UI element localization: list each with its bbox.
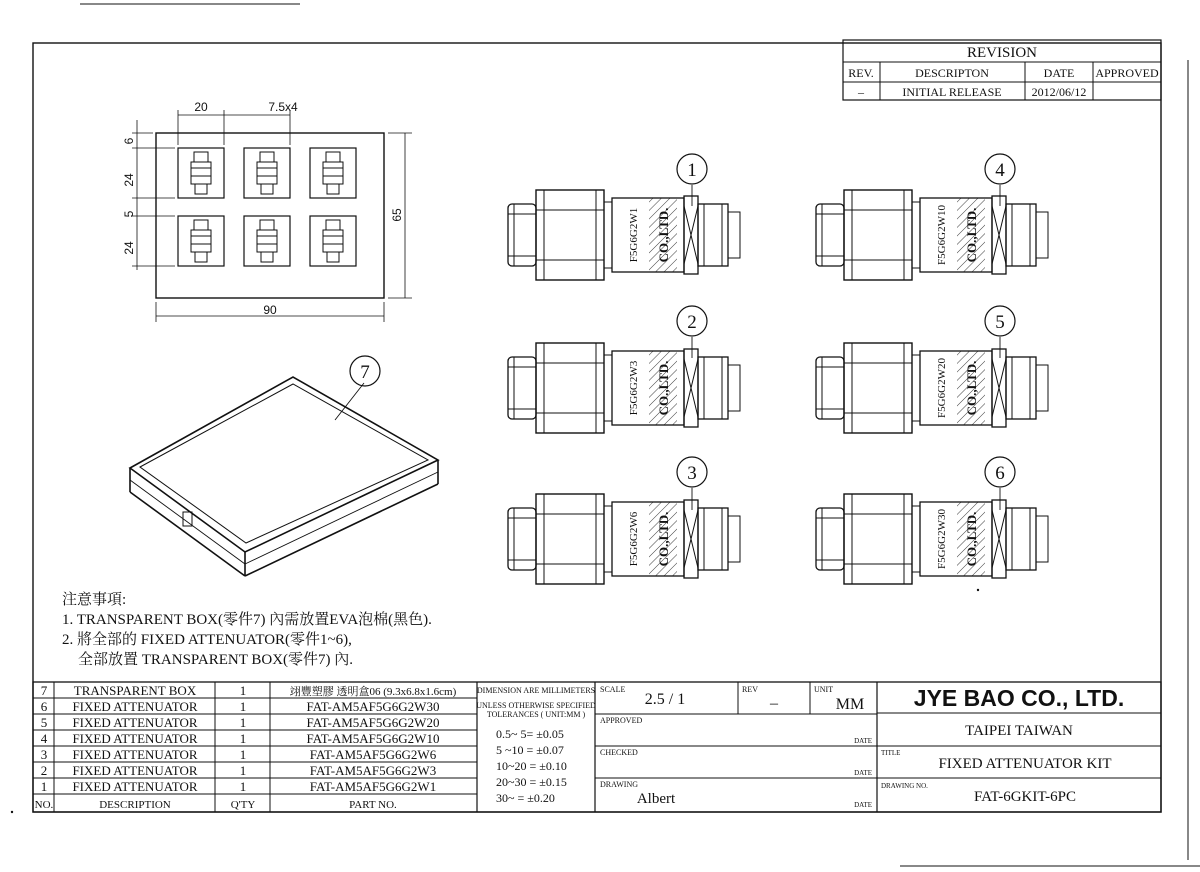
bom-cell: 3: [40, 747, 48, 762]
drawing-value: Albert: [636, 791, 676, 807]
attenuator-3: [508, 494, 740, 584]
balloon-label-4: 4: [995, 160, 1005, 181]
bom-header-cell: Q'TY: [230, 799, 256, 811]
drawing-label: DRAWING: [600, 780, 639, 789]
approval-block: [600, 685, 872, 809]
dim-24-bottom: 24: [122, 241, 136, 255]
bom-cell: 1: [239, 683, 247, 698]
bom-header-cell: DESCRIPTION: [99, 799, 171, 811]
unit-value: MM: [835, 696, 865, 713]
revision-header-approved: APPROVED: [1095, 66, 1159, 80]
bom-header-cell: NO.: [34, 799, 54, 811]
bom-cell: 1: [40, 779, 48, 794]
attenuator-model-1: F5G6G2W1: [628, 207, 640, 263]
bom-cell: 1: [239, 699, 247, 714]
attenuator-maker-5: CO.,LTD.: [964, 360, 979, 416]
dim-65: 65: [390, 208, 404, 222]
notes-title: 注意事項:: [62, 592, 127, 608]
tolerance-line-3: 10~20 = ±0.10: [496, 759, 567, 773]
bom-cell: FAT-AM5AF5G6G2W20: [306, 715, 440, 730]
transparent-box-isometric: [130, 377, 438, 576]
checked-label: CHECKED: [600, 748, 638, 757]
bom-cell: FIXED ATTENUATOR: [72, 699, 198, 714]
bom-cell: 1: [239, 747, 247, 762]
notes: [62, 591, 432, 668]
tolerance-line-5: 30~ = ±0.20: [496, 791, 555, 805]
dim-20: 20: [194, 100, 208, 114]
balloon-label-2: 2: [687, 312, 697, 333]
balloon-label-7: 7: [360, 362, 370, 383]
attenuator-maker-3: CO.,LTD.: [656, 511, 671, 567]
attenuator-model-4: F5G6G2W10: [936, 205, 948, 265]
bom-cell: 6: [40, 699, 48, 714]
revision-header-date: DATE: [1043, 66, 1075, 80]
bom-cell: FAT-AM5AF5G6G2W30: [306, 699, 440, 714]
dim-24-top: 24: [122, 173, 136, 187]
notes-line-3: 全部放置 TRANSPARENT BOX(零件7) 內.: [78, 652, 354, 668]
drawing-date-label: DATE: [854, 801, 872, 809]
tolerance-title: DIMENSION ARE MILLIMETERS: [476, 686, 596, 695]
dim-6: 6: [122, 137, 136, 145]
bom-cell: 5: [40, 715, 48, 730]
notes-line-1: 1. TRANSPARENT BOX(零件7) 內需放置EVA泡棉(黑色).: [62, 612, 432, 628]
notes-line-2: 2. 將全部的 FIXED ATTENUATOR(零件1~6),: [62, 632, 352, 648]
bom-cell: 2: [40, 763, 48, 778]
balloon-label-6: 6: [995, 463, 1005, 484]
rev-value: –: [770, 695, 778, 712]
scale-label: SCALE: [600, 685, 626, 694]
dim-90: 90: [263, 303, 277, 317]
attenuator-model-2: F5G6G2W3: [628, 360, 640, 416]
tolerance-block: [476, 686, 596, 805]
attenuator-5: [816, 343, 1048, 433]
bom-cell: 4: [40, 731, 48, 746]
bom-cell: FIXED ATTENUATOR: [72, 715, 198, 730]
bom-row: [41, 699, 440, 714]
dim-5: 5: [122, 210, 136, 218]
bom-header: [35, 799, 397, 811]
attenuator-layer: [508, 190, 1048, 584]
tolerance-sub-1: UNLESS OTHERWISE SPECIFIED: [476, 701, 596, 710]
company-city: TAIPEI TAIWAN: [965, 723, 1073, 739]
attenuator-6: [816, 494, 1048, 584]
attenuator-model-6: F5G6G2W30: [936, 509, 948, 569]
balloon-label-5: 5: [995, 312, 1005, 333]
bom-row: [41, 779, 436, 794]
revision-row-rev: –: [858, 85, 864, 99]
box-top-view: [122, 100, 412, 322]
bom-cell: 7: [40, 683, 48, 698]
tolerance-line-2: 5 ~10 = ±0.07: [496, 743, 564, 757]
company-block: [881, 685, 1124, 805]
bom-cell: FIXED ATTENUATOR: [72, 779, 198, 794]
revision-header-rev: REV.: [848, 66, 874, 80]
bom-row: [41, 747, 437, 762]
bom-table: [35, 683, 457, 811]
bom-cell: 1: [239, 779, 247, 794]
bom-cell: FAT-AM5AF5G6G2W10: [306, 731, 440, 746]
bom-cell: 翊豐塑膠 透明盒06 (9.3x6.8x1.6cm): [289, 686, 457, 698]
balloon-label-1: 1: [687, 160, 697, 181]
bom-header-cell: PART NO.: [349, 799, 397, 811]
attenuator-model-5: F5G6G2W20: [936, 358, 948, 418]
attenuator-maker-6: CO.,LTD.: [964, 511, 979, 567]
revision-title: REVISION: [967, 45, 1037, 61]
bom-cell: FIXED ATTENUATOR: [72, 763, 198, 778]
unit-label: UNIT: [814, 685, 834, 694]
bom-cell: 1: [239, 715, 247, 730]
bom-row: [41, 763, 436, 778]
scale-value: 2.5 / 1: [644, 691, 686, 708]
dim-7-5x4: 7.5x4: [268, 100, 298, 114]
bom-row: [41, 683, 457, 698]
company-name: JYE BAO CO., LTD.: [913, 685, 1125, 711]
bom-cell: FIXED ATTENUATOR: [72, 747, 198, 762]
attenuator-1: [508, 190, 740, 280]
bom-cell: 1: [239, 731, 247, 746]
drawing-number-label: DRAWING NO.: [881, 782, 928, 790]
attenuator-maker-1: CO.,LTD.: [656, 207, 671, 263]
approved-label: APPROVED: [600, 716, 643, 725]
tolerance-line-1: 0.5~ 5= ±0.05: [496, 727, 564, 741]
attenuator-model-3: F5G6G2W6: [628, 511, 640, 567]
bom-cell: FIXED ATTENUATOR: [72, 731, 198, 746]
attenuator-maker-2: CO.,LTD.: [656, 360, 671, 416]
balloon-7: [350, 356, 380, 386]
bom-cell: TRANSPARENT BOX: [73, 683, 197, 698]
revision-table: [843, 40, 1161, 100]
attenuator-2: [508, 343, 740, 433]
balloon-label-3: 3: [687, 463, 697, 484]
bom-cell: FAT-AM5AF5G6G2W3: [309, 763, 437, 778]
bom-cell: 1: [239, 763, 247, 778]
bom-row: [41, 731, 440, 746]
bom-cell: FAT-AM5AF5G6G2W1: [309, 779, 437, 794]
attenuator-4: [816, 190, 1048, 280]
bom-row: [41, 715, 440, 730]
bom-cell: FAT-AM5AF5G6G2W6: [309, 747, 437, 762]
revision-row-date: 2012/06/12: [1031, 85, 1087, 99]
revision-header-description: DESCRIPTON: [915, 66, 989, 80]
balloon-2: [677, 306, 707, 358]
rev-label: REV: [742, 685, 758, 694]
tolerance-sub-2: TOLERANCES ( UNIT:MM ): [486, 710, 586, 719]
title-label: TITLE: [881, 749, 901, 757]
revision-row-description: INITIAL RELEASE: [902, 85, 1002, 99]
drawing-title: FIXED ATTENUATOR KIT: [938, 756, 1112, 772]
attenuator-maker-4: CO.,LTD.: [964, 207, 979, 263]
checked-date-label: DATE: [854, 769, 872, 777]
balloon-5: [985, 306, 1015, 358]
balloon-layer: [350, 154, 1015, 510]
drawing-number: FAT-6GKIT-6PC: [974, 789, 1076, 805]
tolerance-line-4: 20~30 = ±0.15: [496, 775, 567, 789]
approved-date-label: DATE: [854, 737, 872, 745]
